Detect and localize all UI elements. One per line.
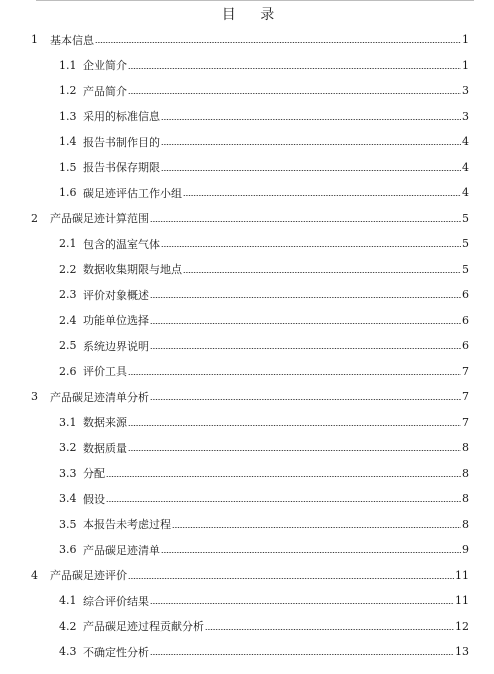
toc-entry-2-3[interactable] <box>0 282 494 308</box>
dot-leader <box>128 68 461 69</box>
toc-entry-page: 7 <box>462 390 469 404</box>
toc-entry-1-3[interactable] <box>0 104 494 130</box>
dot-leader <box>128 425 461 426</box>
toc-entry-page: 7 <box>462 364 469 378</box>
toc-entry-title: 包含的温室气体 <box>83 237 160 251</box>
toc-entry-title: 报告书制作目的 <box>83 135 160 149</box>
table-of-contents <box>0 27 494 665</box>
toc-entry-3-3[interactable] <box>0 461 494 487</box>
toc-title: 目 录 <box>221 7 285 23</box>
toc-entry-3-1[interactable] <box>0 410 494 436</box>
toc-entry-2-2[interactable] <box>0 257 494 283</box>
toc-entry-title: 分配 <box>83 467 105 481</box>
toc-entry-number: 3.5 <box>59 517 77 531</box>
toc-entry-number: 2.1 <box>59 237 77 251</box>
toc-entry-number: 1.2 <box>59 84 77 98</box>
toc-entry-number: 4.2 <box>59 619 77 633</box>
toc-entry-1-6[interactable] <box>0 180 494 206</box>
toc-entry-3-5[interactable] <box>0 512 494 538</box>
dot-leader <box>150 297 461 298</box>
toc-entry-title: 基本信息 <box>50 33 94 47</box>
toc-entry-number: 2.4 <box>59 313 77 327</box>
toc-entry-page: 1 <box>462 58 469 72</box>
dot-leader <box>150 348 461 349</box>
toc-entry-number: 2.5 <box>59 339 77 353</box>
dot-leader <box>106 476 461 477</box>
toc-entry-4[interactable] <box>0 563 494 589</box>
toc-entry-4-2[interactable] <box>0 614 494 640</box>
toc-entry-number: 4.1 <box>59 594 77 608</box>
toc-entry-1-2[interactable] <box>0 78 494 104</box>
dot-leader <box>128 578 454 579</box>
toc-entry-title: 功能单位选择 <box>83 314 149 328</box>
toc-entry-title: 碳足迹评估工作小组 <box>83 186 182 200</box>
toc-entry-page: 9 <box>462 543 469 557</box>
dot-leader <box>161 144 461 145</box>
dot-leader <box>205 629 454 630</box>
toc-entry-number: 1.1 <box>59 58 77 72</box>
dot-leader <box>106 501 461 502</box>
toc-entry-number: 3 <box>31 390 38 404</box>
toc-entry-number: 1.3 <box>59 109 77 123</box>
toc-entry-1[interactable] <box>0 27 494 53</box>
toc-entry-3-4[interactable] <box>0 486 494 512</box>
toc-entry-4-1[interactable] <box>0 588 494 614</box>
dot-leader <box>128 450 461 451</box>
toc-entry-page: 5 <box>462 262 469 276</box>
toc-entry-number: 2.2 <box>59 262 77 276</box>
toc-entry-number: 2 <box>31 211 38 225</box>
toc-entry-page: 8 <box>462 492 469 506</box>
dot-leader <box>161 552 461 553</box>
dot-leader <box>183 272 461 273</box>
toc-entry-page: 11 <box>455 568 469 582</box>
toc-entry-number: 1.6 <box>59 186 77 200</box>
toc-entry-3[interactable] <box>0 384 494 410</box>
dot-leader <box>150 603 454 604</box>
toc-entry-page: 5 <box>462 211 469 225</box>
toc-entry-page: 4 <box>462 135 469 149</box>
toc-entry-3-6[interactable] <box>0 537 494 563</box>
toc-entry-title: 本报告未考虑过程 <box>83 518 171 532</box>
toc-entry-number: 4 <box>31 568 38 582</box>
toc-entry-title: 系统边界说明 <box>83 339 149 353</box>
toc-entry-title: 产品碳足迹计算范围 <box>50 212 149 226</box>
toc-entry-number: 1.5 <box>59 160 77 174</box>
toc-entry-page: 12 <box>455 619 469 633</box>
toc-entry-4-3[interactable] <box>0 639 494 665</box>
toc-entry-number: 2.3 <box>59 288 77 302</box>
toc-entry-page: 7 <box>462 415 469 429</box>
dot-leader <box>161 246 461 247</box>
toc-entry-2-6[interactable] <box>0 359 494 385</box>
dot-leader <box>161 170 461 171</box>
toc-entry-page: 8 <box>462 517 469 531</box>
toc-entry-title: 产品碳足迹过程贡献分析 <box>83 620 204 634</box>
dot-leader <box>183 195 461 196</box>
toc-entry-number: 4.3 <box>59 645 77 659</box>
toc-entry-title: 评价对象概述 <box>83 288 149 302</box>
toc-entry-2-4[interactable] <box>0 308 494 334</box>
toc-entry-1-4[interactable] <box>0 129 494 155</box>
toc-entry-title: 不确定性分析 <box>83 645 149 659</box>
dot-leader <box>150 654 454 655</box>
toc-entry-page: 3 <box>462 109 469 123</box>
toc-entry-title: 采用的标准信息 <box>83 110 160 124</box>
toc-entry-page: 5 <box>462 237 469 251</box>
toc-entry-title: 数据收集期限与地点 <box>83 263 182 277</box>
toc-entry-title: 产品简介 <box>83 84 127 98</box>
toc-entry-2-1[interactable] <box>0 231 494 257</box>
toc-entry-page: 13 <box>455 645 469 659</box>
dot-leader <box>150 221 461 222</box>
toc-entry-title: 综合评价结果 <box>83 594 149 608</box>
toc-entry-number: 3.3 <box>59 466 77 480</box>
toc-entry-number: 3.1 <box>59 415 77 429</box>
dot-leader <box>150 399 461 400</box>
toc-entry-title: 产品碳足迹清单 <box>83 543 160 557</box>
toc-entry-page: 8 <box>462 466 469 480</box>
toc-entry-title: 假设 <box>83 492 105 506</box>
toc-entry-title: 评价工具 <box>83 365 127 379</box>
toc-entry-number: 2.6 <box>59 364 77 378</box>
toc-entry-number: 3.6 <box>59 543 77 557</box>
toc-entry-page: 11 <box>455 594 469 608</box>
dot-leader <box>172 527 461 528</box>
toc-entry-page: 3 <box>462 84 469 98</box>
dot-leader <box>161 119 461 120</box>
toc-entry-page: 6 <box>462 339 469 353</box>
toc-entry-number: 1 <box>31 33 38 47</box>
toc-entry-page: 4 <box>462 160 469 174</box>
toc-entry-1-5[interactable] <box>0 155 494 181</box>
toc-entry-page: 6 <box>462 288 469 302</box>
toc-entry-number: 3.2 <box>59 441 77 455</box>
toc-entry-title: 报告书保存期限 <box>83 161 160 175</box>
toc-entry-title: 产品碳足迹评价 <box>50 569 127 583</box>
toc-entry-1-1[interactable] <box>0 53 494 79</box>
dot-leader <box>95 42 461 43</box>
toc-entry-page: 1 <box>462 33 469 47</box>
top-rule <box>36 0 474 1</box>
toc-entry-page: 6 <box>462 313 469 327</box>
toc-entry-title: 产品碳足迹清单分析 <box>50 390 149 404</box>
toc-entry-title: 企业简介 <box>83 59 127 73</box>
toc-entry-page: 4 <box>462 186 469 200</box>
toc-entry-3-2[interactable] <box>0 435 494 461</box>
toc-entry-title: 数据质量 <box>83 441 127 455</box>
dot-leader <box>128 374 461 375</box>
toc-entry-2-5[interactable] <box>0 333 494 359</box>
toc-entry-2[interactable] <box>0 206 494 232</box>
toc-entry-number: 3.4 <box>59 492 77 506</box>
toc-entry-title: 数据来源 <box>83 416 127 430</box>
toc-entry-number: 1.4 <box>59 135 77 149</box>
dot-leader <box>150 323 461 324</box>
dot-leader <box>128 93 461 94</box>
toc-entry-page: 8 <box>462 441 469 455</box>
